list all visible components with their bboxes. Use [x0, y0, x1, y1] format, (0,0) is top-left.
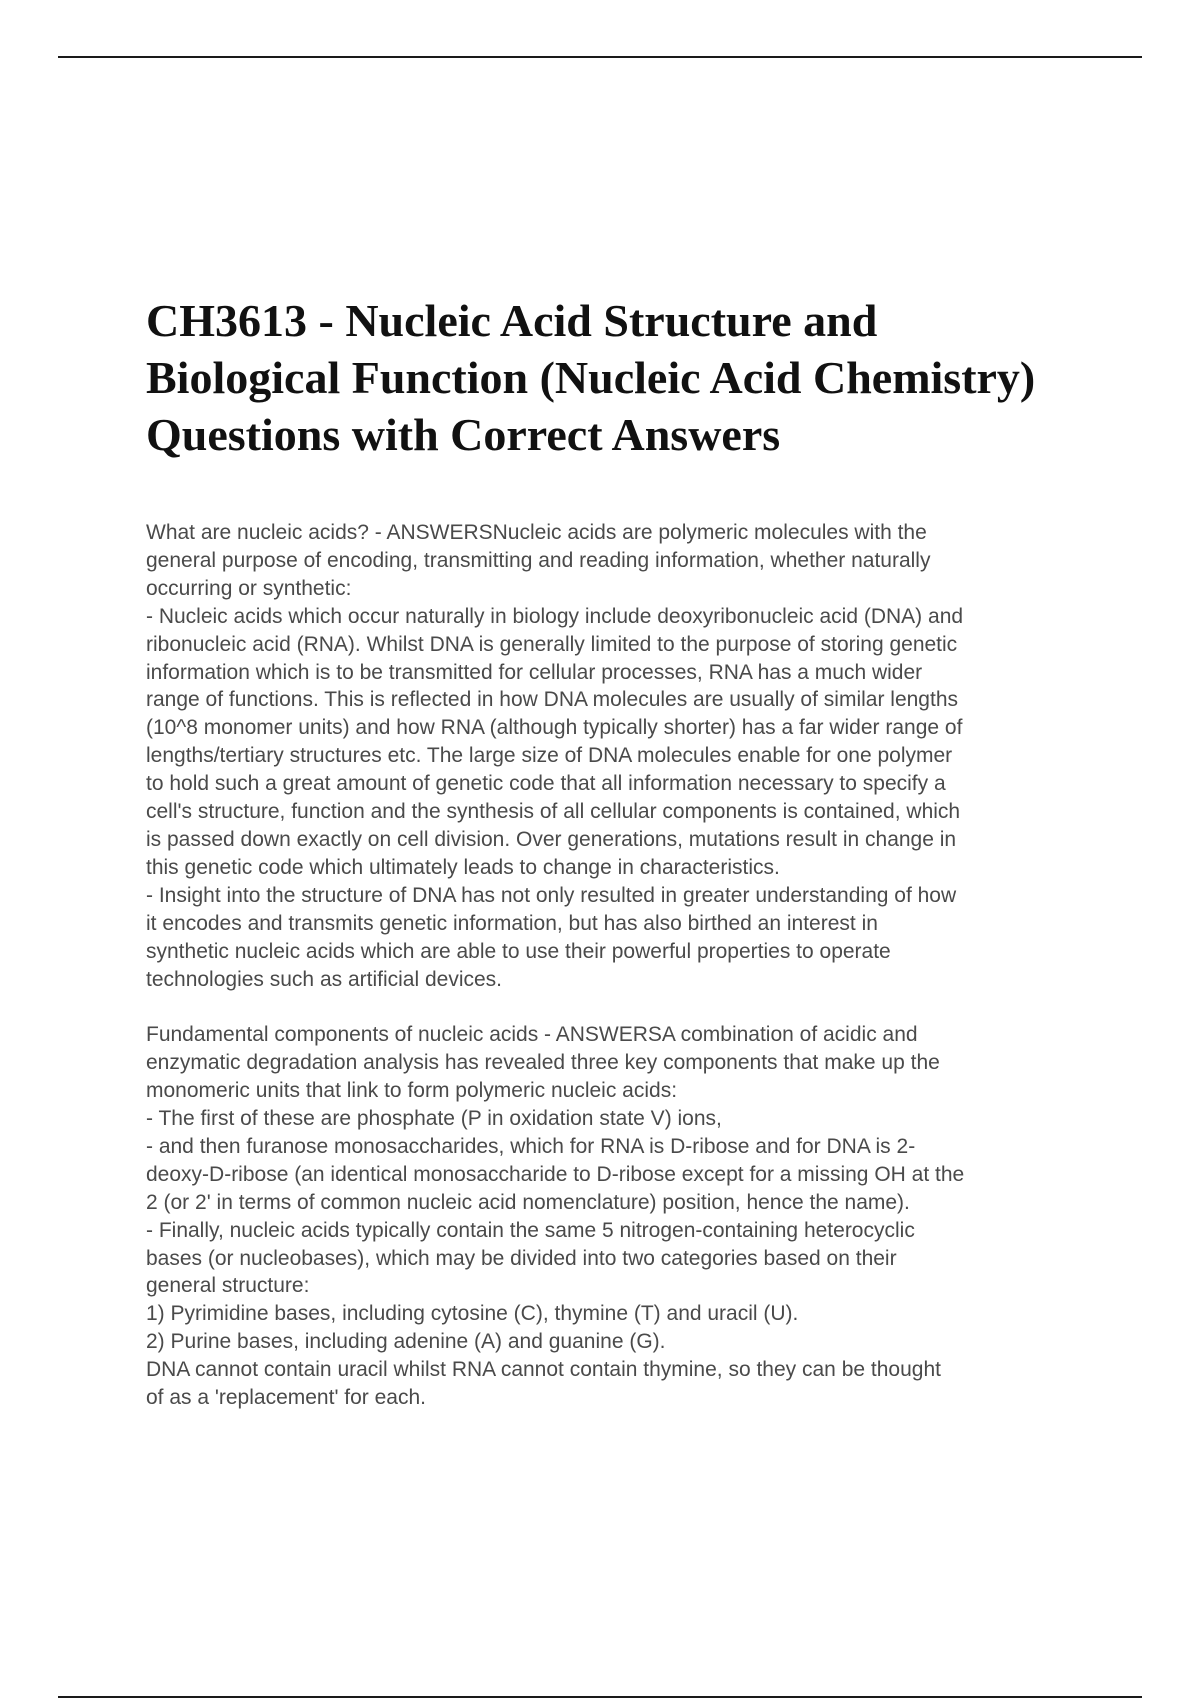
- text-line: ribonucleic acid (RNA). Whilst DNA is generally limited to the purpose of storing genetic: [146, 632, 958, 656]
- text-line: Fundamental components of nucleic acids - ANSWERSA combination of acidic and: [146, 1023, 918, 1047]
- text-line: 2) Purine bases, including adenine (A) and guanine (G).: [146, 1330, 666, 1354]
- text-line: - Insight into the structure of DNA has not only resulted in greater understanding of how: [146, 883, 957, 907]
- text-line: - Nucleic acids which occur naturally in biology include deoxyribonucleic acid (DNA) and: [146, 604, 964, 628]
- paragraph-gap: [146, 993, 1106, 1021]
- text-line: bases (or nucleobases), which may be divided into two categories based on their: [146, 1246, 897, 1270]
- text-line: occurring or synthetic:: [146, 576, 352, 600]
- text-line: (10^8 monomer units) and how RNA (although typically shorter) has a far wider range of: [146, 716, 963, 740]
- text-line: - and then furanose monosaccharides, which for RNA is D-ribose and for DNA is 2-: [146, 1134, 916, 1158]
- text-line: - The first of these are phosphate (P in oxidation state V) ions,: [146, 1107, 722, 1131]
- text-line: of as a 'replacement' for each.: [146, 1386, 427, 1410]
- text-line: DNA cannot contain uracil whilst RNA cannot contain thymine, so they can be thought: [146, 1358, 941, 1382]
- document-title: [146, 292, 1106, 463]
- text-line: monomeric units that link to form polymeric nucleic acids:: [146, 1079, 678, 1103]
- text-line: to hold such a great amount of genetic code that all information necessary to specify a: [146, 772, 946, 796]
- text-line: 2 (or 2' in terms of common nucleic acid nomenclature) position, hence the name).: [146, 1190, 910, 1214]
- document-body: [146, 519, 1106, 1412]
- text-line: this genetic code which ultimately leads to change in characteristics.: [146, 855, 780, 879]
- text-line: is passed down exactly on cell division. Over generations, mutations result in change in: [146, 827, 957, 851]
- text-line: synthetic nucleic acids which are able to use their powerful properties to operate: [146, 939, 891, 963]
- top-rule: [58, 56, 1142, 58]
- qa-block-fundamental-components: [146, 1021, 1106, 1412]
- bottom-rule: [58, 1696, 1142, 1698]
- text-line: technologies such as artificial devices.: [146, 967, 503, 991]
- text-line: - Finally, nucleic acids typically contain the same 5 nitrogen-containing heterocyclic: [146, 1218, 915, 1242]
- text-line: cell's structure, function and the synthesis of all cellular components is contained, which: [146, 800, 961, 824]
- text-line: range of functions. This is reflected in how DNA molecules are usually of similar lengths: [146, 688, 958, 712]
- text-line: 1) Pyrimidine bases, including cytosine (C), thymine (T) and uracil (U).: [146, 1302, 799, 1326]
- title-line: Biological Function (Nucleic Acid Chemistry): [146, 352, 1036, 403]
- text-line: it encodes and transmits genetic information, but has also birthed an interest in: [146, 911, 878, 935]
- text-line: information which is to be transmitted for cellular processes, RNA has a much wider: [146, 660, 923, 684]
- text-line: general structure:: [146, 1274, 310, 1298]
- text-line: general purpose of encoding, transmitting and reading information, whether naturally: [146, 548, 931, 572]
- text-line: enzymatic degradation analysis has revealed three key components that make up the: [146, 1051, 940, 1075]
- qa-block-nucleic-acids: [146, 519, 1106, 993]
- title-line: Questions with Correct Answers: [146, 409, 781, 460]
- text-line: lengths/tertiary structures etc. The large size of DNA molecules enable for one polymer: [146, 744, 953, 768]
- text-line: What are nucleic acids? - ANSWERSNucleic acids are polymeric molecules with the: [146, 521, 927, 544]
- text-line: deoxy-D-ribose (an identical monosaccharide to D-ribose except for a missing OH at the: [146, 1162, 965, 1186]
- title-line: CH3613 - Nucleic Acid Structure and: [146, 295, 878, 346]
